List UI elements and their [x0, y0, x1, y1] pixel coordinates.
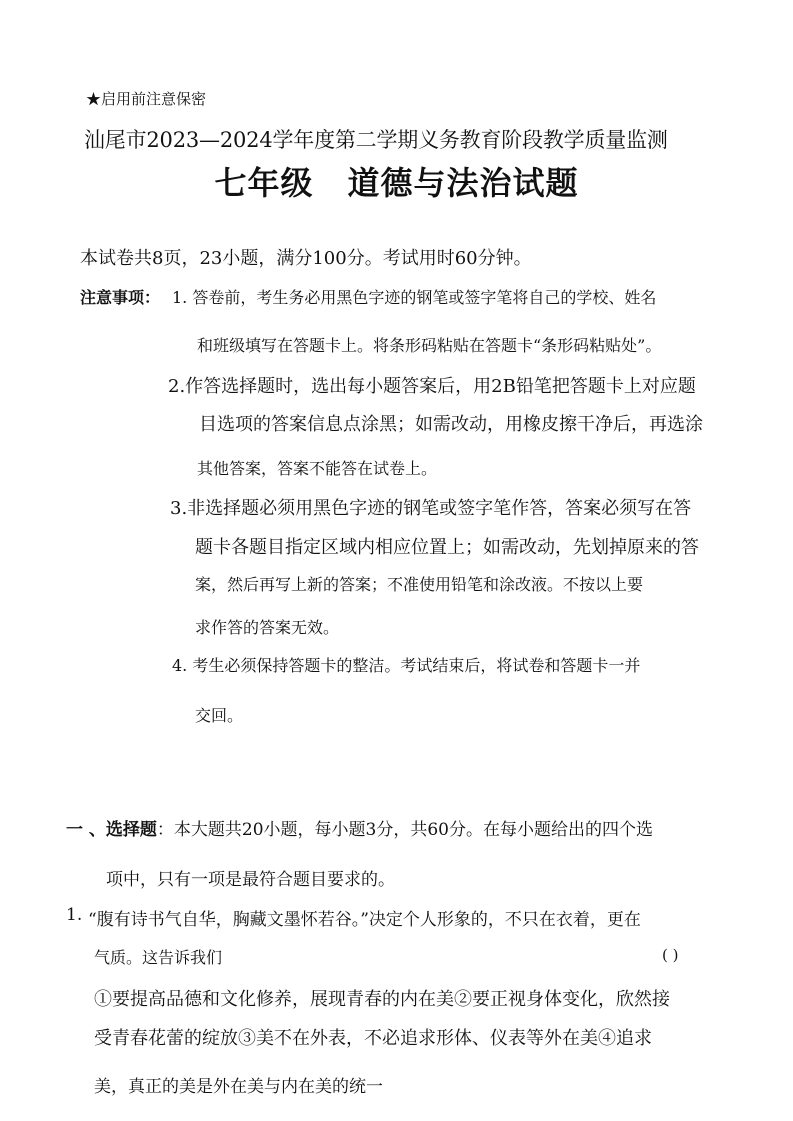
section-heading-text: ：本大题共20小题，每小题3分，共60分。在每小题给出的四个选 — [156, 820, 654, 840]
page-title — [0, 158, 793, 204]
notice-item-3-line-4: 求作答的答案无效。 — [195, 618, 340, 637]
notice-label: 注意事项： — [80, 288, 161, 307]
question-number: 1. — [66, 905, 83, 925]
notice-item-4-line-1: 4. 考生必须保持答题卡的整洁。考试结束后，将试卷和答题卡一并 — [172, 656, 641, 675]
title-subject: 道德与法治试题 — [347, 164, 579, 202]
answer-parenthesis: ( ) — [662, 946, 679, 964]
question-stem-line-2: 气质。这告诉我们 — [94, 948, 223, 967]
title-grade: 七年级 — [214, 164, 314, 202]
question-options-line-2: 受青春花蕾的绽放③美不在外表，不必追求形体、仪表等外在美④追求 — [94, 1028, 652, 1049]
question-options-line-3: 美，真正的美是外在美与内在美的统一 — [94, 1077, 383, 1097]
question-stem-line-1: “腹有诗书气自华，胸藏文墨怀若谷。”决定个人形象的，不只在衣着，更在 — [88, 910, 641, 930]
notice-item-2-line-2: 目选项的答案信息点涂黑；如需改动，用橡皮擦干净后，再选涂 — [199, 414, 703, 435]
notice-item-4-line-2: 交回。 — [195, 706, 244, 725]
exam-subtitle: 汕尾市2023—2024学年度第二学期义务教育阶段教学质量监测 — [84, 128, 668, 152]
notice-item-2-line-3: 其他答案，答案不能答在试卷上。 — [197, 459, 438, 478]
question-options-line-1: ①要提高品德和文化修养，展现青春的内在美②要正视身体变化，欣然接 — [94, 989, 670, 1010]
section-heading — [66, 815, 653, 840]
notice-item-3-line-1: 3.非选择题必须用黑色字迹的钢笔或签字笔作答，答案必须写在答 — [170, 498, 692, 519]
notice-item-1-line-2: 和班级填写在答题卡上。将条形码粘贴在答题卡“条形码粘贴处”。 — [197, 336, 662, 355]
notice-item-2-line-1: 2.作答选择题时，选出每小题答案后，用2B铅笔把答题卡上对应题 — [168, 376, 696, 397]
section-heading-label: 一 、选择题 — [66, 820, 157, 840]
notice-item-1-line-1: 1. 答卷前，考生务必用黑色字迹的钢笔或签字笔将自己的学校、姓名 — [172, 288, 657, 307]
exam-intro: 本试卷共8页，23小题，满分100分。考试用时60分钟。 — [80, 248, 532, 269]
notice-item-3-line-2: 题卡各题目指定区域内相应位置上；如需改动，先划掉原来的答 — [195, 537, 699, 558]
confidential-notice: ★启用前注意保密 — [86, 90, 207, 108]
section-heading-line-2: 项中，只有一项是最符合题目要求的。 — [106, 870, 395, 890]
notice-item-3-line-3: 案，然后再写上新的答案；不准使用铅笔和涂改液。不按以上要 — [195, 575, 644, 594]
